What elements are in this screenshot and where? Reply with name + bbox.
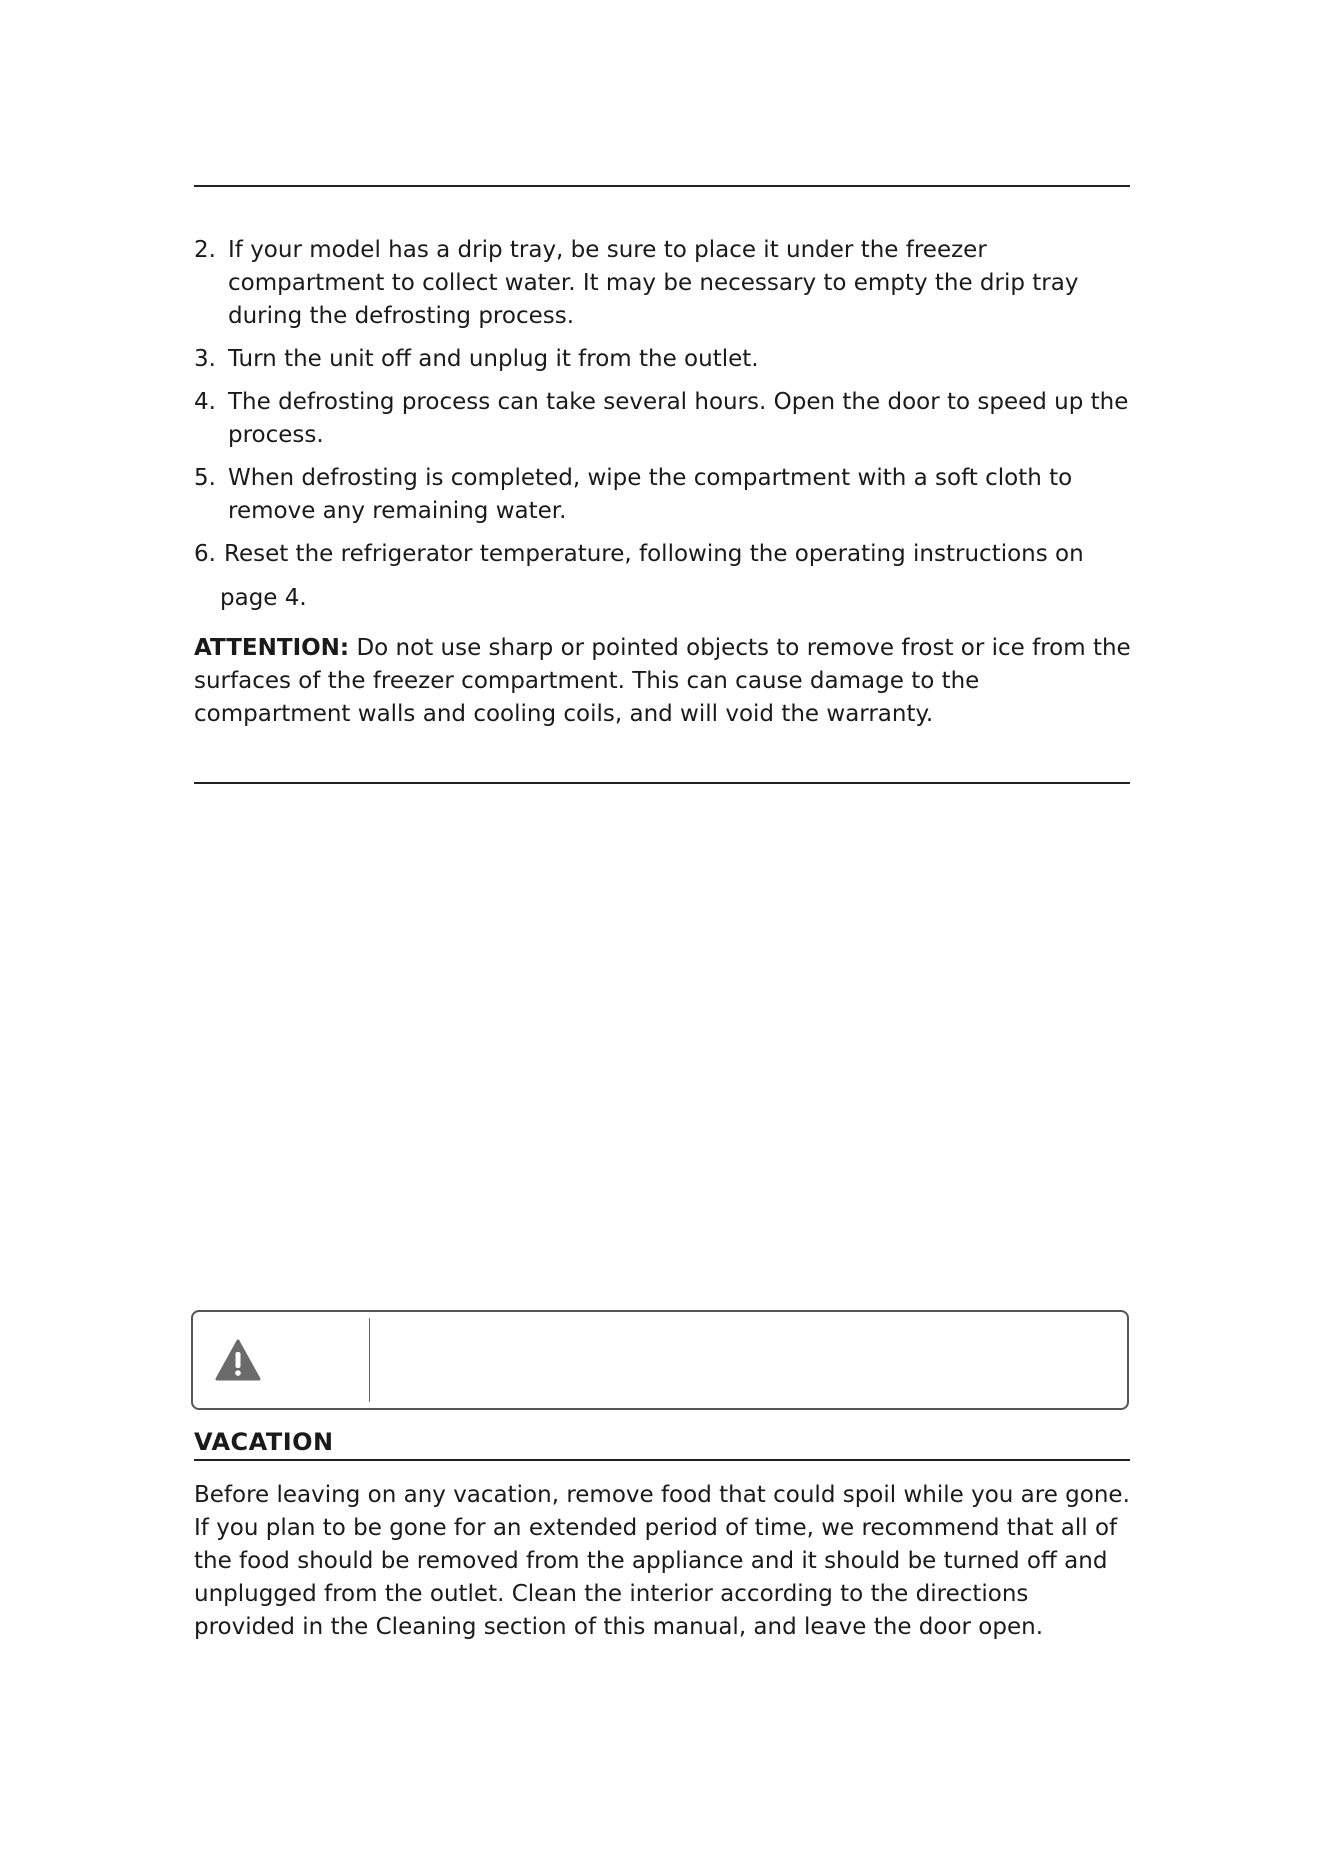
step-number: 2. [194,237,216,263]
vacation-heading: VACATION [194,1428,334,1456]
step-text: If your model has a drip tray, be sure to place it under the freezer compartment to collect water. It may be necessary to empty the drip tray during the defrosting process. [228,237,1079,329]
vacation-body: Before leaving on any vacation, remove food that could spoil while you are gone. If you plan to be gone for an extended period of time, we recommend that all of the food should be removed from the appliance and it should be turned off and unplugged from the outlet. Clean the interior according to the directions provided in the Cleaning section of this manual, and leave the door open. [194,1482,1130,1640]
step-number: 6. [194,541,216,567]
step-text: When defrosting is completed, wipe the compartment with a soft cloth to remove any remaining water. [228,465,1073,524]
step-item-3 [194,343,1134,376]
step-number: 3. [194,346,216,372]
step-text-wrapper [220,538,1134,615]
step-number: 4. [194,389,216,415]
warning-box-divider [369,1318,370,1402]
step-item-6 [194,538,1134,615]
step-text: Reset the refrigerator temperature, following the operating instructions on [224,541,1084,567]
top-divider [194,185,1130,187]
step-number: 5. [194,465,216,491]
step-text: The defrosting process can take several hours. Open the door to speed up the process. [228,389,1129,448]
step-item-2 [194,234,1134,333]
warning-triangle-icon [215,1338,261,1382]
defrost-steps-list [194,234,1134,625]
warning-icon-cell [193,1312,369,1408]
attention-notice [194,632,1134,731]
attention-text: Do not use sharp or pointed objects to remove frost or ice from the surfaces of the freezer compartment. This can cause damage to the compartment walls and cooling coils, and will void the warranty. [194,635,1131,727]
step-item-5 [194,462,1134,528]
vacation-underline [194,1459,1130,1461]
attention-label: ATTENTION: [194,635,350,661]
step-text: Turn the unit off and unplug it from the outlet. [228,346,759,372]
page-reference: page 4. [220,585,307,611]
step-item-4 [194,386,1134,452]
warning-callout-box [191,1310,1129,1410]
section-divider [194,782,1130,784]
